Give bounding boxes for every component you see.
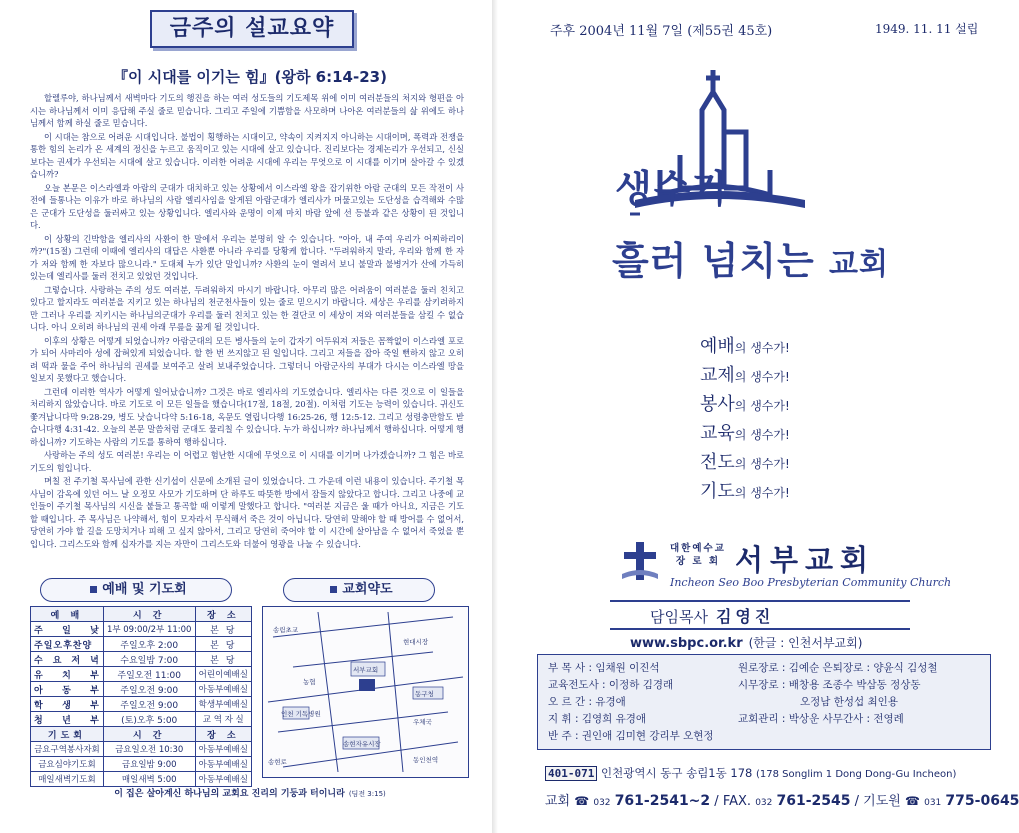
service-name: 청 년 부 xyxy=(31,712,104,727)
church-map xyxy=(262,606,469,778)
service-place: 아동부예배실 xyxy=(195,682,251,697)
staff-conductor: 지 휘 : 김영희 유경애 xyxy=(548,713,647,725)
service-time: 주일오전 9:00 xyxy=(103,682,195,697)
page-fold xyxy=(492,0,498,833)
staff-edu-evangelist: 교육전도사 : 이정하 김경래 xyxy=(548,679,674,691)
address-korean: 인천광역시 동구 송림1동 178 xyxy=(601,766,753,780)
list-item xyxy=(700,390,900,419)
right-page xyxy=(500,0,1019,833)
table-row xyxy=(31,682,252,697)
sermon-body xyxy=(30,92,464,574)
ministry-tail: 의 생수가! xyxy=(734,428,790,442)
map-label-station: 동인천역 xyxy=(413,756,439,764)
table-row xyxy=(31,622,252,637)
pastor-name: 김영진 xyxy=(715,607,775,626)
prayer-time: 금요일오전 10:30 xyxy=(103,742,195,757)
map-title-label: 교회약도 xyxy=(342,582,393,597)
table-header-row xyxy=(31,607,252,622)
service-place: 학생부예배실 xyxy=(195,697,251,712)
ministry-tail: 의 생수가! xyxy=(734,370,790,384)
phone-label: 교회 xyxy=(545,794,571,809)
table-header-cell: 시 간 xyxy=(103,727,195,742)
sermon-paragraph: 이후의 상황은 어떻게 되었습니까? 아람군대의 모든 병사들의 눈이 갑자기 어두워져 저들은 꼼짝없이 이스라엘 포로가 되어 사마리아 성에 잡혀있게 되었습니다. 할 한 번 쓰지않고 된 일입니다. 그리고 저들을 잡아 죽일 뻔하지 않고 오히려 떡과 물을 주어 하나님의 권세를 보여주고 살려 보내주었습니다. 그렇더니 아람군사의 부대가 다시는 이스라엘 땅을 일보지 못했다고 했습니다. xyxy=(30,335,464,383)
church-name: 서부교회 xyxy=(735,543,876,577)
table-row xyxy=(31,667,252,682)
prayer-place: 아동부예배실 xyxy=(195,757,251,772)
service-time: (토)오후 5:00 xyxy=(103,712,195,727)
service-name: 주일오후찬양 xyxy=(31,637,104,652)
service-place: 교 역 자 실 xyxy=(195,712,251,727)
staff-box xyxy=(537,654,991,750)
map-label-office: 동구청 xyxy=(415,690,434,698)
service-time: 수요일밤 7:00 xyxy=(103,652,195,667)
church-marker-icon xyxy=(359,679,375,691)
denomination-line-2: 장 로 회 xyxy=(675,556,721,567)
website xyxy=(630,634,862,651)
slogan-line-2 xyxy=(612,230,889,285)
service-name: 유 치 부 xyxy=(31,667,104,682)
prayer-house-number[interactable]: 775-0645 xyxy=(945,793,1019,809)
sermon-paragraph: 사랑하는 주의 성도 여러분! 우리는 이 어렵고 험난한 시대에 무엇으로 이 시대를 이기며 나가겠습니까? 그 힘은 바로 기도의 힘입니다. xyxy=(30,450,464,473)
ministry-name: 봉사 xyxy=(700,394,735,415)
ministry-tail: 의 생수가! xyxy=(734,457,790,471)
divider xyxy=(610,628,910,630)
ministry-tail: 의 생수가! xyxy=(734,486,790,500)
prayer-house-label: 기도원 xyxy=(863,794,901,809)
church-name-english: Incheon Seo Boo Presbyterian Community Church xyxy=(670,576,952,589)
verse-reference: (딤전 3:15) xyxy=(348,790,386,798)
table-header-cell: 장 소 xyxy=(195,727,251,742)
service-time: 주일오전 11:00 xyxy=(103,667,195,682)
square-bullet-icon xyxy=(90,586,97,593)
ministry-name: 전도 xyxy=(700,452,735,473)
staff-manager: 교회관리 : 박상운 사무간사 : 전영례 xyxy=(738,713,904,725)
website-hangul: (한글 : 인천서부교회) xyxy=(748,636,863,650)
church-address xyxy=(545,765,956,781)
slogan-line-2-tail: 교회 xyxy=(829,247,889,282)
worship-schedule-title xyxy=(40,578,232,602)
service-name: 아 동 부 xyxy=(31,682,104,697)
prayer-house-area-code: 031 xyxy=(924,798,942,808)
fax-area-code: 032 xyxy=(755,798,773,808)
contact-phones: 교회 ☎ 032 761-2541~2 / FAX. 032 761-2545 / 기도원 ☎ 031 775-0645 xyxy=(545,793,1019,809)
table-row xyxy=(31,637,252,652)
cross-icon xyxy=(620,540,660,582)
phone-icon: ☎ xyxy=(905,794,920,808)
table-row xyxy=(31,772,252,787)
service-name: 수 요 저 녁 xyxy=(31,652,104,667)
sermon-summary-title: 금주의 설교요약 xyxy=(169,16,335,41)
staff-assoc-pastor: 부 목 사 : 임채원 이진석 xyxy=(548,662,660,674)
service-place: 본 당 xyxy=(195,652,251,667)
map-label-market: 현대시장 xyxy=(403,638,429,646)
worship-schedule-table xyxy=(30,606,252,787)
map-label-gate: 송현자유시장 xyxy=(343,740,381,748)
sermon-paragraph: 오늘 본문은 이스라엘과 아람의 군대가 대치하고 있는 상황에서 이스라엘 왕을 잡기위한 아람 군대의 모든 작전이 사전에 들통나는 이유가 바로 하나님의 사람 엘리사임을 알게된 아람군대가 엘리사가 머물고있는 도단성을 습격해와 수많은 군대가 도단성을 둘러싸고 있는 상황입니다. 엘리사와 운명이 이제 마치 바람 앞에 선 등불과 같은 상황이 된 것입니다. xyxy=(30,182,464,230)
list-item xyxy=(700,332,900,361)
prayer-place: 아동부예배실 xyxy=(195,742,251,757)
service-name: 주 일 낮 xyxy=(31,622,104,637)
table-header-row xyxy=(31,727,252,742)
list-item xyxy=(700,448,900,477)
zip-code: 401-071 xyxy=(545,766,597,781)
prayer-name: 금요구역봉사자회 xyxy=(31,742,104,757)
list-item xyxy=(700,477,900,506)
staff-accompanist: 반 주 : 권인애 김미현 강리부 오현정 xyxy=(548,730,714,742)
staff-organist: 오 르 간 : 유경애 xyxy=(548,696,626,708)
map-label-school: 송림초교 xyxy=(273,626,299,634)
issue-date: 주후 2004년 11월 7일 (제55권 45호) xyxy=(550,24,773,39)
ministry-tail: 의 생수가! xyxy=(734,341,790,355)
staff-retired-elder: 원로장로 : 김예순 은퇴장로 : 양윤식 김성철 xyxy=(738,662,938,674)
slogan-line-2-main: 흘러 넘치는 xyxy=(612,239,815,283)
table-header-cell: 기도회 xyxy=(31,727,104,742)
table-row xyxy=(31,697,252,712)
sermon-paragraph: 이 상황의 긴박함을 엘리사의 사환이 한 말에서 우리는 분명히 알 수 있습니다. "아아, 내 주여 우리가 어찌하리이까?"(15절) 그런데 이때에 엘리사의 대답은 사환뿐 아니라 우리를 당황케 합니다. "두려워하지 말라, 우리와 함께 한 자가 저와 함께 한 자보다 많으니라." 도대체 누가 있단 말입니까? 사환의 눈이 열려서 보니 불말과 불병거가 산에 가득히 있는데 엘리사를 둘러 전치고 있었던 것입니다. xyxy=(30,233,464,281)
address-english: (178 Songlim 1 Dong Dong-Gu Incheon) xyxy=(756,769,957,780)
senior-pastor xyxy=(650,604,774,627)
prayer-place: 아동부예배실 xyxy=(195,772,251,787)
staff-serving-elder-2: 오정남 한성섭 최인용 xyxy=(800,696,898,708)
phone-icon: ☎ xyxy=(574,794,590,808)
pastor-label: 담임목사 xyxy=(650,608,708,626)
map-label-post: 우체국 xyxy=(413,718,432,726)
square-bullet-icon xyxy=(330,586,337,593)
service-time: 주일오전 9:00 xyxy=(103,697,195,712)
ministry-name: 교육 xyxy=(700,423,735,444)
service-time: 주일오후 2:00 xyxy=(103,637,195,652)
phone-area-code: 032 xyxy=(593,798,611,808)
prayer-name: 매일새벽기도회 xyxy=(31,772,104,787)
fax-number[interactable]: 761-2545 xyxy=(776,793,851,809)
sermon-paragraph: 이 시대는 참으로 어려운 시대입니다. 불법이 횡행하는 시대이고, 약속이 지켜지지 아니하는 시대이며, 폭력과 전쟁을 통한 힘의 논리가 온 세계의 정신을 누르고 움직이고 있는 시대에 살고 있습니다. 진리보다는 경제논리가 우선되고, 신실보다는 권세가 우선되는 시대에 살고 있습니다. 이러한 어려운 시대에 우리는 무엇으로 이 시대를 이기며 살아갈 수 있겠습니까? xyxy=(30,131,464,179)
prayer-name: 금요심야기도회 xyxy=(31,757,104,772)
phone-number[interactable]: 761-2541~2 xyxy=(614,793,711,809)
service-name: 학 생 부 xyxy=(31,697,104,712)
service-time: 1부 09:00/2부 11:00 xyxy=(103,622,195,637)
prayer-time: 금요일밤 9:00 xyxy=(103,757,195,772)
fax-label: FAX. xyxy=(722,794,752,809)
table-header-cell: 장 소 xyxy=(195,607,251,622)
table-header-cell: 예 배 xyxy=(31,607,104,622)
service-place: 본 당 xyxy=(195,622,251,637)
divider xyxy=(610,600,910,602)
prayer-time: 매일새벽 5:00 xyxy=(103,772,195,787)
table-row xyxy=(31,652,252,667)
ministry-name: 예배 xyxy=(700,336,735,357)
map-label-road: 송현로 xyxy=(268,758,287,766)
table-row xyxy=(31,757,252,772)
sermon-title-box xyxy=(150,10,354,48)
ministry-name: 교제 xyxy=(700,365,735,386)
map-label-church: 서부교회 xyxy=(353,666,379,674)
sermon-paragraph: 할렐루야, 하나님께서 새벽마다 기도의 행진을 하는 여러 성도들의 기도제목 위에 이미 여러분들의 처지와 형편을 아시는 하나님께서 이미 응답해 주실 줄로 믿습니다. 그리고 주일에 기쁨함을 사모하며 나아온 여러분들의 삶 위에도 하나님께서 함께 하실 줄로 믿습니다. xyxy=(30,93,464,128)
ministry-tail: 의 생수가! xyxy=(734,399,790,413)
list-item xyxy=(700,361,900,390)
denomination-line-1: 대한예수교 xyxy=(670,543,726,554)
service-place: 본 당 xyxy=(195,637,251,652)
website-url[interactable]: www.sbpc.or.kr xyxy=(630,636,743,651)
established-date: 1949. 11. 11 설립 xyxy=(875,22,979,36)
list-item xyxy=(700,419,900,448)
worship-title-label: 예배 및 기도회 xyxy=(102,582,187,597)
denomination xyxy=(670,542,726,568)
footer-verse xyxy=(30,786,470,799)
sermon-paragraph: 며칠 전 주기철 목사님에 관한 신기섭이 신문에 소개된 글이 있었습니다. 그 가운데 이런 내용이 있습니다. 주기철 목사님이 감옥에 있던 어느 날 오정모 사모가 기도하며 단 하루도 따뜻한 방에서 잠들지 않았다고 합니다. 그리고 나중에 교인들이 주기철 목사님의 시신을 붙들고 통곡할 때 이렇게 말했다고 합니다. "여러분 지금은 울 때가 아니요, 지금은 기도할 때입니다. 주 목사님은 나약해서, 힘이 모자라서 무식해서 죽은 것이 아닙니다. 당연히 말해야 할 때 방어를 수 없어서, 당연히 가야 할 길을 도망치거나 피해 고 싶지 않아서, 그리고 당연히 죽어야 할 이 시간에 살아남을 수 없어서 죽었을 뿐입니다. 그리스도와 함께 십자가를 지는 자만이 그리스도와 더불어 영광을 나눌 수 있습니다. xyxy=(30,476,464,549)
left-page xyxy=(0,0,492,833)
sermon-paragraph: 그런데 이러한 역사가 어떻게 일어났습니까? 그것은 바로 엘리사의 기도였습니다. 엘리사는 다른 것으로 이 일들을 처리하지 않았습니다. 바로 기도로 이 모든 일들을 했습니다(17절, 18절, 20절). 이처럼 기도는 능력이 있습니다. 귀신도 쫓겨납니다막 9:28-29, 병도 낫습니다약 5:16-18, 옥문도 열립니다행 16:25-26, 행 12:5-12. 그리고 성령충만함도 받습니다행 4:31-42. 오늘의 본문 말씀처럼 군대도 물리칠 수 있습니다. 누가 하십니까? 하나님께서 행하십니다. 어떻게 행하십니까? 기도하는 사람의 기도를 통하여 행하십니다. xyxy=(30,386,464,447)
sermon-heading: 『이 시대를 이기는 힘』(왕하 6:14-23) xyxy=(113,68,387,86)
map-label-bank: 농협 xyxy=(303,678,316,686)
table-row xyxy=(31,712,252,727)
ministry-list xyxy=(700,332,900,506)
sermon-paragraph: 그렇습니다. 사랑하는 주의 성도 여러분, 두려워하지 마시기 바랍니다. 아무리 많은 어려움이 여러분을 둘러 친치고 있다고 할지라도 여러분을 지키고 있는 하나님의 천군천사들이 있는 줄로 믿으시기 바랍니다. 세상은 우리를 삼키려하지만 그러나 우리를 지키시는 하나님의군대가 우리를 둘러 친치고 있는 한 결단코 이 세상이 져와 여러분들을 삼킬 수 없습니다. 아니 오히려 하나님의 권세 아래 무릎을 꿇게 될 것입니다. xyxy=(30,284,464,332)
map-label-hospital: 인천 기독병원 xyxy=(281,710,321,718)
table-header-cell: 시 간 xyxy=(103,607,195,622)
church-map-title xyxy=(283,578,435,602)
verse-text: 이 집은 살아계신 하나님의 교회요 진리의 기둥과 터이니라 xyxy=(114,789,345,799)
table-row xyxy=(31,742,252,757)
slogan-line-1: 생수가 xyxy=(615,167,732,211)
ministry-name: 기도 xyxy=(700,481,735,502)
service-place: 어린이예배실 xyxy=(195,667,251,682)
staff-serving-elder: 시무장로 : 배창용 조종수 박삼동 정상동 xyxy=(738,679,921,691)
